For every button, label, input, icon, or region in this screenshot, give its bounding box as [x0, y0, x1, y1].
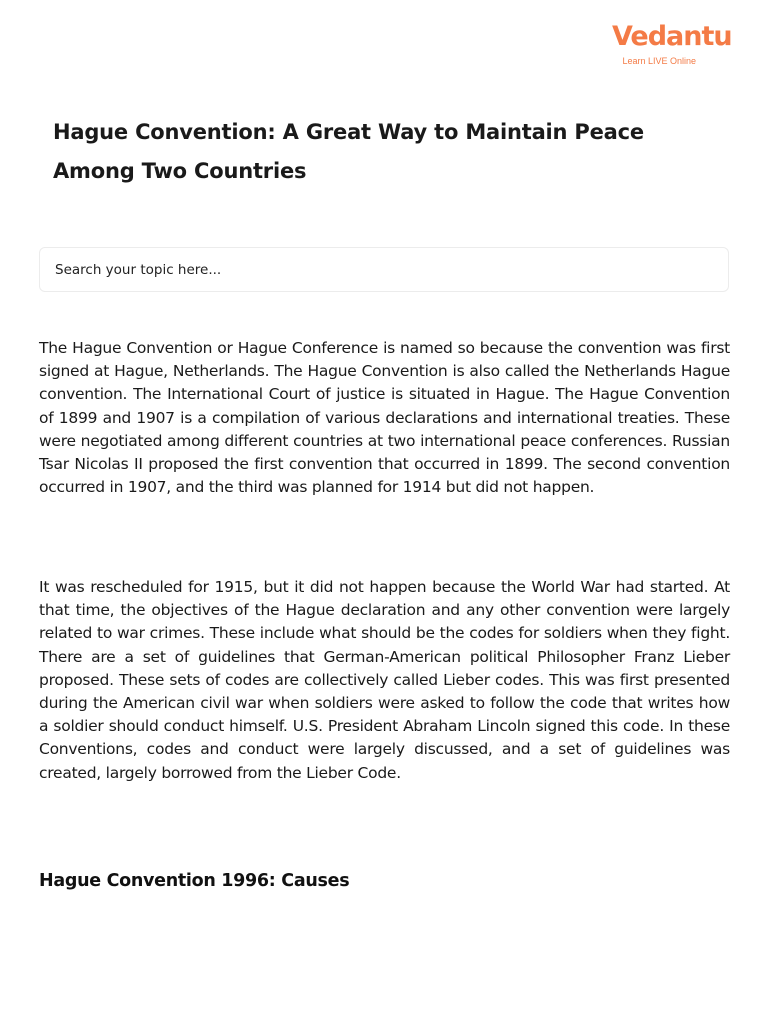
- section-heading: Hague Convention 1996: Causes: [39, 871, 350, 891]
- vedantu-logo[interactable]: [612, 21, 732, 66]
- logo-wordmark: Vedantu: [612, 21, 732, 52]
- logo-tagline: Learn LIVE Online: [622, 56, 696, 66]
- article-paragraph: It was rescheduled for 1915, but it did not happen because the World War had started. At that time, the objectives of the Hague declaration and any other convention were largely related to war crimes. These include what should be the codes for soldiers when they fight. There are a set of guidelines that German-American political Philosopher Franz Lieber proposed. These sets of codes are collectively called Lieber codes. This was first presented during the American civil war when soldiers were asked to follow the code that writes how a soldier should conduct himself. U.S. President Abraham Lincoln signed this code. In these Conventions, codes and conduct were largely discussed, and a set of guidelines was created, largely borrowed from the Lieber Code.: [39, 578, 730, 782]
- page-title: Hague Convention: A Great Way to Maintain Peace Among Two Countries: [53, 120, 644, 183]
- search-box[interactable]: [39, 247, 729, 292]
- search-input[interactable]: [40, 248, 728, 291]
- article-paragraph: The Hague Convention or Hague Conference is named so because the convention was first signed at Hague, Netherlands. The Hague Convention is also called the Netherlands Hague convention. The International Court of justice is situated in Hague. The Hague Convention of 1899 and 1907 is a compilation of various declarations and international treaties. These were negotiated among different countries at two international peace conferences. Russian Tsar Nicolas II proposed the first convention that occurred in 1899. The second convention occurred in 1907, and the third was planned for 1914 but did not happen.: [39, 339, 730, 497]
